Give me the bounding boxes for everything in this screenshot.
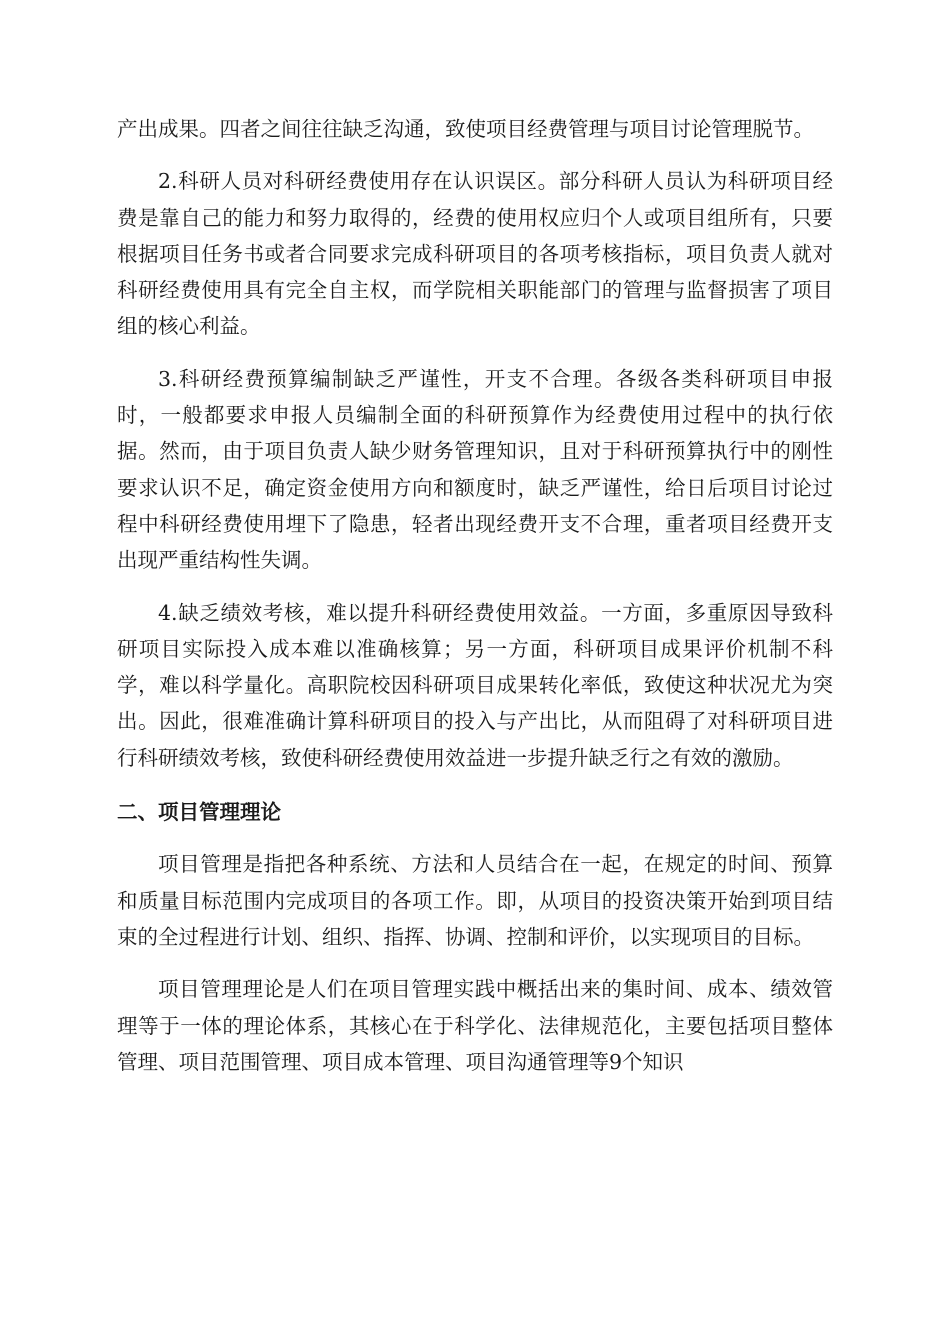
- paragraph-item-3: 3.科研经费预算编制缺乏严谨性，开支不合理。各级各类科研项目申报时，一般都要求申报人员编制全面的科研预算作为经费使用过程中的执行依据。然而，由于项目负责人缺少财务管理知识，且对于科研预算执行中的刚性要求认识不足，确定资金使用方向和额度时，缺乏严谨性，给日后项目讨论过程中科研经费使用埋下了隐患，轻者出现经费开支不合理，重者项目经费开支出现严重结构性失调。: [117, 366, 833, 573]
- paragraph-continuation: 产出成果。四者之间往往缺乏沟通，致使项目经费管理与项目讨论管理脱节。: [117, 117, 814, 141]
- paragraph-item-2: 2.科研人员对科研经费使用存在认识误区。部分科研人员认为科研项目经费是靠自己的能力和努力取得的，经费的使用权应归个人或项目组所有，只要根据项目任务书或者合同要求完成科研项目的各项考核指标，项目负责人就对科研经费使用具有完全自主权，而学院相关职能部门的管理与监督损害了项目组的核心利益。: [117, 169, 833, 339]
- document-body: [117, 111, 833, 1080]
- paragraph-project-management-theory: 项目管理理论是人们在项目管理实践中概括出来的集时间、成本、绩效管理等于一体的理论体系，其核心在于科学化、法律规范化，主要包括项目整体管理、项目范围管理、项目成本管理、项目沟通管理等9个知识: [117, 977, 833, 1074]
- paragraph-item-4: 4.缺乏绩效考核，难以提升科研经费使用效益。一方面，多重原因导致科研项目实际投入成本难以准确核算；另一方面，科研项目成果评价机制不科学，难以科学量化。高职院校因科研项目成果转化率低，致使这种状况尤为突出。因此，很难准确计算科研项目的投入与产出比，从而阻碍了对科研项目进行科研绩效考核，致使科研经费使用效益进一步提升缺乏行之有效的激励。: [117, 600, 833, 770]
- section-heading: 二、项目管理理论: [117, 800, 281, 825]
- paragraph-project-management-definition: 项目管理是指把各种系统、方法和人员结合在一起，在规定的时间、预算和质量目标范围内完成项目的各项工作。即，从项目的投资决策开始到项目结束的全过程进行计划、组织、指挥、协调、控制和评价，以实现项目的目标。: [117, 852, 833, 949]
